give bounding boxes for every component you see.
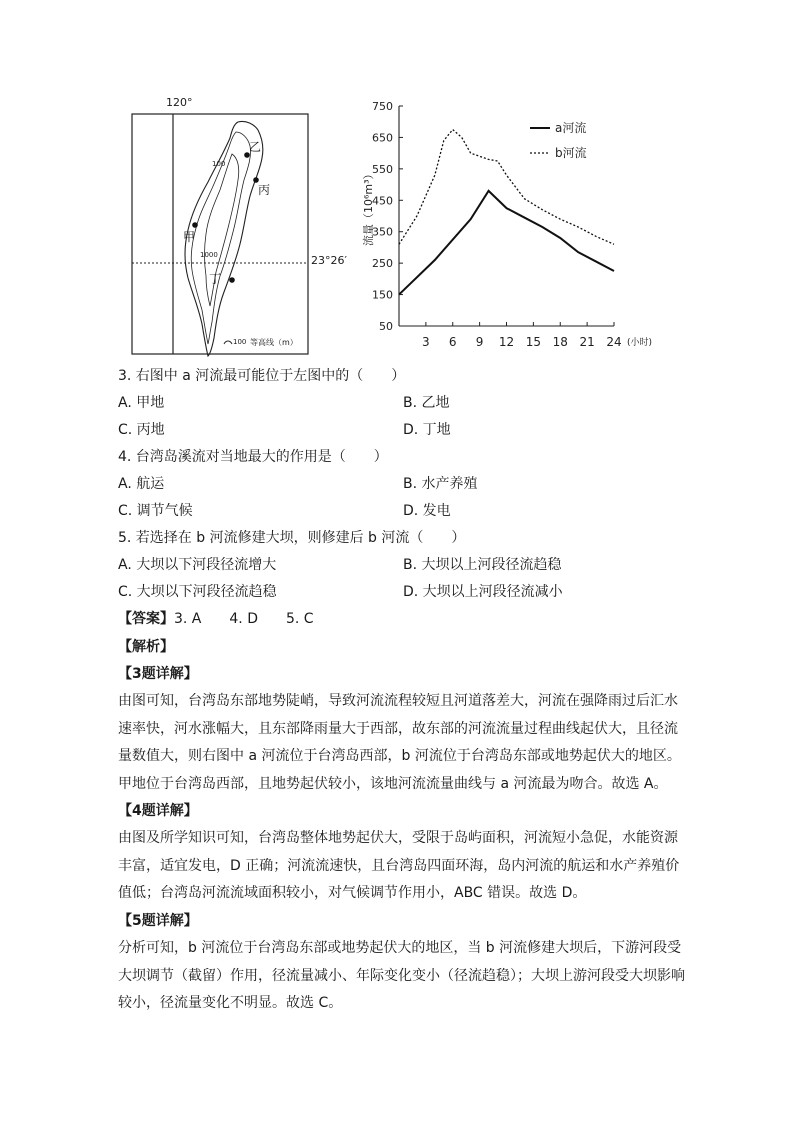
detail-5-heading: 【5题详解】 [118, 913, 198, 929]
question-4-option-d: D. 发电 [403, 503, 451, 519]
detail-4-heading: 【4题详解】 [118, 803, 198, 819]
y-tick-label: 550 [372, 162, 393, 176]
x-tick-label: 21 [579, 335, 595, 349]
x-tick-label: 15 [525, 335, 542, 349]
place-jia: 甲 [183, 230, 196, 244]
answer-text: 3. A 4. D 5. C [174, 611, 314, 627]
place-ding: 丁 [209, 272, 222, 286]
y-tick-label: 250 [372, 257, 393, 271]
series-line-a [399, 191, 614, 295]
x-tick-label: 9 [475, 335, 484, 349]
question-4-stem: 4. 台湾岛溪流对当地最大的作用是（ ） [118, 449, 388, 465]
taiwan-map [120, 92, 320, 362]
y-tick-label: 350 [372, 225, 393, 239]
detail-4-body [118, 825, 690, 908]
y-tick-label: 450 [372, 194, 393, 208]
y-tick-label: 650 [372, 131, 393, 145]
question-3-option-a: A. 甲地 [118, 395, 165, 411]
place-yi: 乙 [249, 140, 262, 154]
question-5-stem: 5. 若选择在 b 河流修建大坝，则修建后 b 河流（ ） [118, 530, 466, 546]
x-tick-label: 6 [448, 335, 457, 349]
flow-chart [360, 96, 660, 356]
legend-text: 等高线（m） [250, 338, 298, 347]
question-4-option-b: B. 水产养殖 [403, 476, 478, 492]
detail-3-text: 由图可知，台湾岛东部地势陡峭，导致河流流程较短且河道落差大，河流在强降雨过后汇水速率快，河水涨幅大，且东部降雨量大于西部，故东部的河流流量过程曲线起伏大，且径流量数值大，则右图中 a 河流位于台湾岛西部，b 河流位于台湾岛东部或地势起伏大的地区。甲地位于台湾岛西部，且地势起伏较小，该地河流流量曲线与 a 河流最为吻合。故选 A。 [118, 693, 681, 792]
question-3-option-b: B. 乙地 [403, 395, 450, 411]
answer-label: 【答案】 [118, 611, 174, 627]
detail-3-body [118, 688, 690, 798]
contour-1000-label: 1000 [200, 251, 218, 259]
detail-5-body [118, 935, 690, 1018]
answer-line [118, 609, 314, 629]
longitude-label: 120° [166, 96, 193, 109]
place-bing: 丙 [258, 183, 271, 197]
legend-contour-symbol [224, 341, 232, 344]
detail-4-text: 由图及所学知识可知，台湾岛整体地势起伏大，受限于岛屿面积，河流短小急促，水能资源丰富，适宜发电，D 正确；河流流速快，且台湾岛四面环海，岛内河流的航运和水产养殖价值低；台湾岛河流流域面积较小，对气候调节作用小，ABC 错误。故选 D。 [118, 830, 680, 902]
question-3-option-c: C. 丙地 [118, 422, 165, 438]
x-tick-label: 24 [606, 335, 622, 349]
question-4-option-c: C. 调节气候 [118, 503, 193, 519]
x-tick-label: 12 [498, 335, 515, 349]
question-3-stem: 3. 右图中 a 河流最可能位于左图中的（ ） [118, 368, 406, 384]
legend-label-a: a河流 [555, 121, 587, 135]
y-axis-label: 流量（10⁶m³） [362, 168, 375, 246]
y-tick-label: 150 [372, 288, 393, 302]
question-5-option-b: B. 大坝以上河段径流趋稳 [403, 557, 562, 573]
detail-3-heading: 【3题详解】 [118, 666, 198, 682]
taiwan-island-outline [185, 121, 263, 356]
contour-100-label: 100 [212, 160, 226, 168]
y-tick-label: 750 [372, 100, 393, 113]
analysis-label: 【解析】 [118, 639, 174, 655]
x-axis-label: (小时) [627, 338, 653, 348]
jia-dot [192, 222, 198, 228]
ding-dot [229, 277, 235, 283]
question-5-option-c: C. 大坝以下河段径流趋稳 [118, 584, 277, 600]
x-tick-label: 3 [422, 335, 430, 349]
legend-value: 100 [233, 338, 247, 346]
legend-label-b: b河流 [555, 146, 587, 160]
detail-5-text: 分析可知，b 河流位于台湾岛东部或地势起伏大的地区，当 b 河流修建大坝后，下游河段受大坝调节（截留）作用，径流量减小、年际变化变小（径流趋稳）；大坝上游河段受大坝影响较小，径流量变化不明显。故选 C。 [118, 940, 685, 1012]
y-tick-label: 50 [379, 320, 393, 333]
x-tick-label: 18 [552, 335, 568, 349]
question-4-option-a: A. 航运 [118, 476, 165, 492]
map-frame [132, 114, 308, 354]
question-5-option-a: A. 大坝以下河段径流增大 [118, 557, 277, 573]
question-3-option-d: D. 丁地 [403, 422, 451, 438]
question-5-option-d: D. 大坝以上河段径流减小 [403, 584, 563, 600]
latitude-label: 23°26′ [311, 254, 347, 267]
